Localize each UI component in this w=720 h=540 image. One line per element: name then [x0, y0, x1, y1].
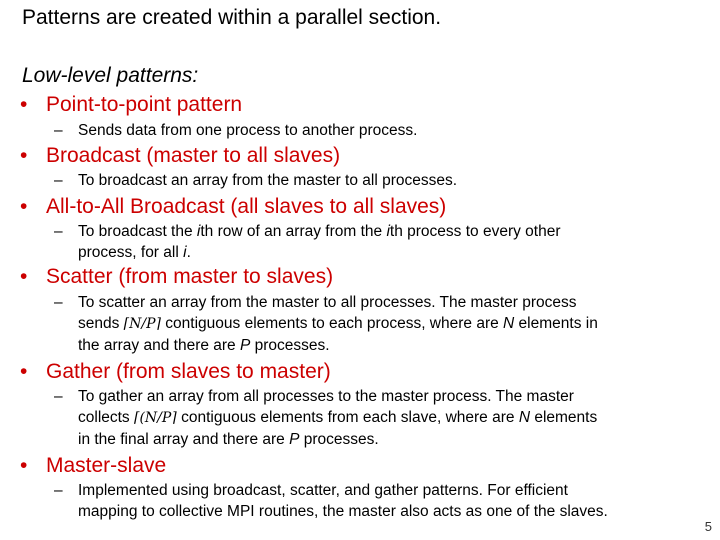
- sub-item: [54, 386, 704, 450]
- sub-text: Sends data from one process to another process.: [78, 122, 418, 139]
- text-run: th row of an array from the: [200, 223, 387, 240]
- text-run: N: [503, 315, 515, 332]
- dash-icon: –: [54, 172, 63, 189]
- sub-item: [54, 292, 704, 356]
- text-run: contiguous elements to each process, where are: [160, 315, 504, 332]
- sub-item: [54, 480, 704, 522]
- bullet-heading: Point-to-point pattern: [46, 93, 243, 116]
- bullet-heading: Broadcast (master to all slaves): [46, 144, 341, 167]
- bullet-item-master-slave: [20, 452, 166, 480]
- sub-text: To broadcast an array from the master to all processes.: [78, 172, 458, 189]
- bullet-item-all-to-all: [20, 193, 446, 221]
- text-run: contiguous elements from each slave, where are: [176, 409, 519, 426]
- slide-subtitle: Low-level patterns:: [22, 64, 199, 87]
- sub-text-line: [54, 429, 704, 450]
- sub-text-line: mapping to collective MPI routines, the master also acts as one of the slaves.: [78, 503, 608, 520]
- bullet-heading: Scatter (from master to slaves): [46, 265, 334, 288]
- dash-icon: –: [54, 223, 63, 240]
- bullet-heading: All-to-All Broadcast (all slaves to all slaves): [46, 195, 447, 218]
- text-run: th process to every other: [389, 223, 561, 240]
- math-expression: ⌈(N/P⌉: [134, 410, 177, 426]
- sub-item: [54, 120, 704, 141]
- text-run: To broadcast the: [78, 223, 197, 240]
- text-run: elements: [530, 409, 598, 426]
- bullet-icon: •: [20, 454, 28, 477]
- sub-text-line: [54, 242, 704, 263]
- sub-text-line: To scatter an array from the master to all processes. The master process: [78, 294, 577, 311]
- bullet-item-point-to-point: [20, 91, 242, 119]
- sub-text-line: [54, 313, 704, 335]
- page-number: 5: [704, 519, 712, 534]
- sub-text-line: To gather an array from all processes to the master process. The master: [78, 388, 574, 405]
- dash-icon: –: [54, 122, 63, 139]
- text-run: N: [518, 409, 531, 426]
- text-run: elements in: [514, 315, 598, 332]
- text-run: processes.: [250, 337, 330, 354]
- bullet-item-broadcast: [20, 142, 340, 170]
- bullet-item-scatter: [20, 263, 333, 291]
- text-run: sends: [78, 315, 124, 332]
- bullet-icon: •: [20, 195, 28, 218]
- bullet-heading: Master-slave: [46, 454, 167, 477]
- slide-title: Patterns are created within a parallel section.: [22, 6, 442, 29]
- bullet-icon: •: [20, 360, 28, 383]
- text-run: .: [186, 244, 191, 261]
- bullet-item-gather: [20, 358, 331, 386]
- text-run: i: [386, 223, 390, 240]
- text-run: P: [240, 337, 251, 354]
- text-run: collects: [78, 409, 134, 426]
- bullet-icon: •: [20, 93, 28, 116]
- text-run: process, for all: [78, 244, 184, 261]
- bullet-icon: •: [20, 265, 28, 288]
- sub-text-line: Implemented using broadcast, scatter, and gather patterns. For efficient: [78, 482, 568, 499]
- sub-text-line: [54, 221, 704, 242]
- text-run: the array and there are: [78, 337, 240, 354]
- bullet-heading: Gather (from slaves to master): [46, 360, 331, 383]
- bullet-icon: •: [20, 144, 28, 167]
- dash-icon: –: [54, 294, 63, 311]
- sub-item: [54, 170, 704, 191]
- sub-item: [54, 221, 704, 263]
- sub-text-line: [54, 335, 704, 356]
- text-run: processes.: [299, 431, 379, 448]
- dash-icon: –: [54, 482, 63, 499]
- text-run: P: [289, 431, 300, 448]
- math-expression: ⌈N/P⌉: [123, 316, 161, 332]
- dash-icon: –: [54, 388, 63, 405]
- text-run: i: [183, 244, 187, 261]
- text-run: in the final array and there are: [78, 431, 290, 448]
- text-run: i: [196, 223, 201, 240]
- sub-text-line: [54, 407, 704, 429]
